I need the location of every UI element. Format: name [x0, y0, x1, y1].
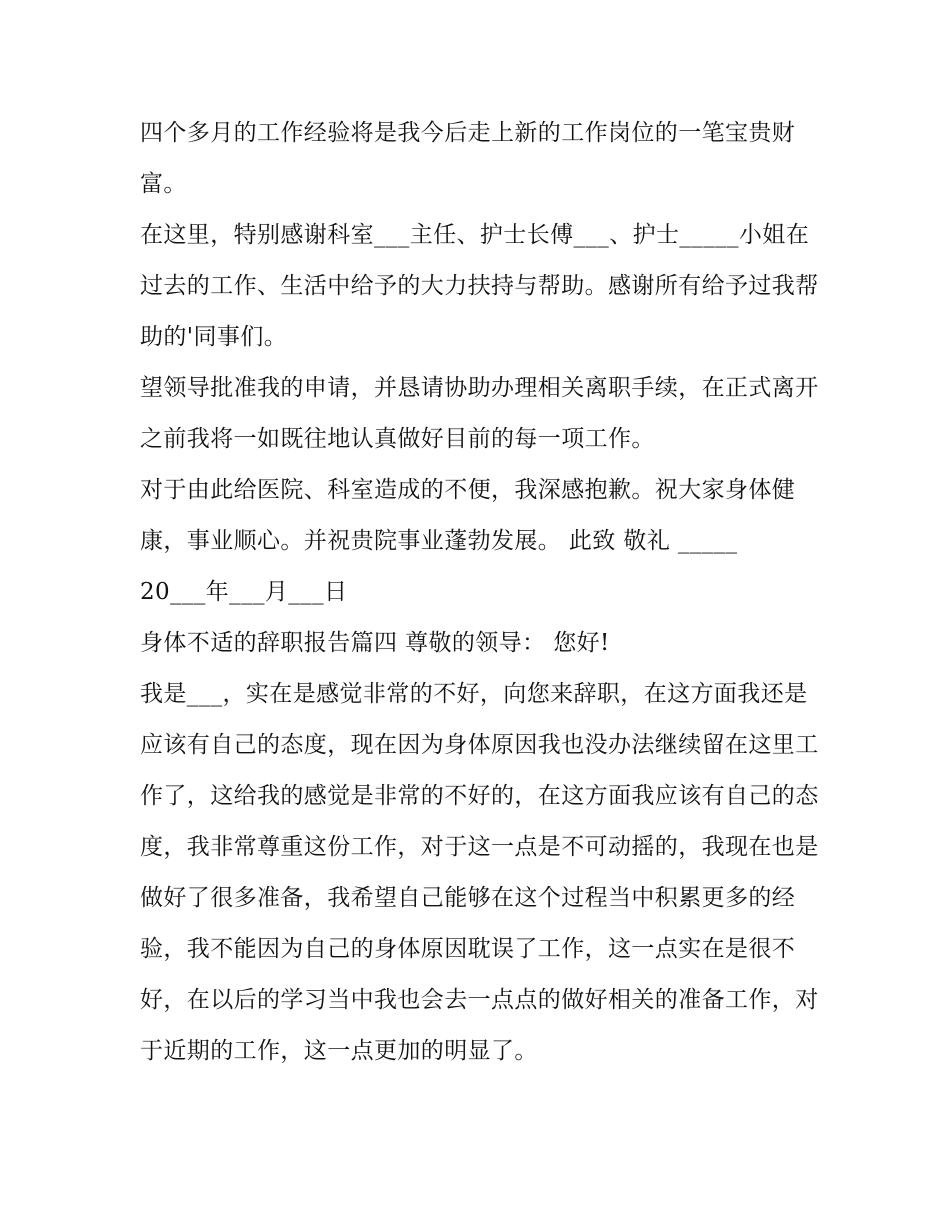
paragraph-apology-closing: 对于由此给医院、科室造成的不便，我深感抱歉。祝大家身体健康，事业顺心。并祝贵院事业蓬勃发展。 此致 敬礼 _____ [140, 477, 796, 554]
paragraph-experience: 四个多月的工作经验将是我今后走上新的工作岗位的一笔宝贵财富。 [140, 120, 796, 197]
paragraph-date: 20___年___月___日 [140, 579, 348, 605]
paragraph-letter-body: 我是___，实在是感觉非常的不好，向您来辞职，在这方面我还是应该有自己的态度，现在因为身体原因我也没办法继续留在这里工作了，这给我的感觉是非常的不好的，在这方面我应该有自己的态度，我非常尊重这份工作，对于这一点是不可动摇的，我现在也是做好了很多准备，我希望自己能够在这个过程当中积累更多的经验，我不能因为自己的身体原因耽误了工作，这一点实在是很不好，在以后的学习当中我也会去一点点的做好相关的准备工作，对于近期的工作，这一点更加的明显了。 [140, 681, 819, 1064]
document-body [140, 108, 820, 1077]
paragraph-thanks: 在这里，特别感谢科室___主任、护士长傅___、护士_____小姐在过去的工作、生活中给予的大力扶持与帮助。感谢所有给予过我帮助的'同事们。 [140, 222, 819, 350]
paragraph-section-heading: 身体不适的辞职报告篇四 尊敬的领导： 您好! [140, 630, 610, 656]
paragraph-request: 望领导批准我的申请，并恳请协助办理相关离职手续，在正式离开之前我将一如既往地认真做好目前的每一项工作。 [140, 375, 819, 452]
